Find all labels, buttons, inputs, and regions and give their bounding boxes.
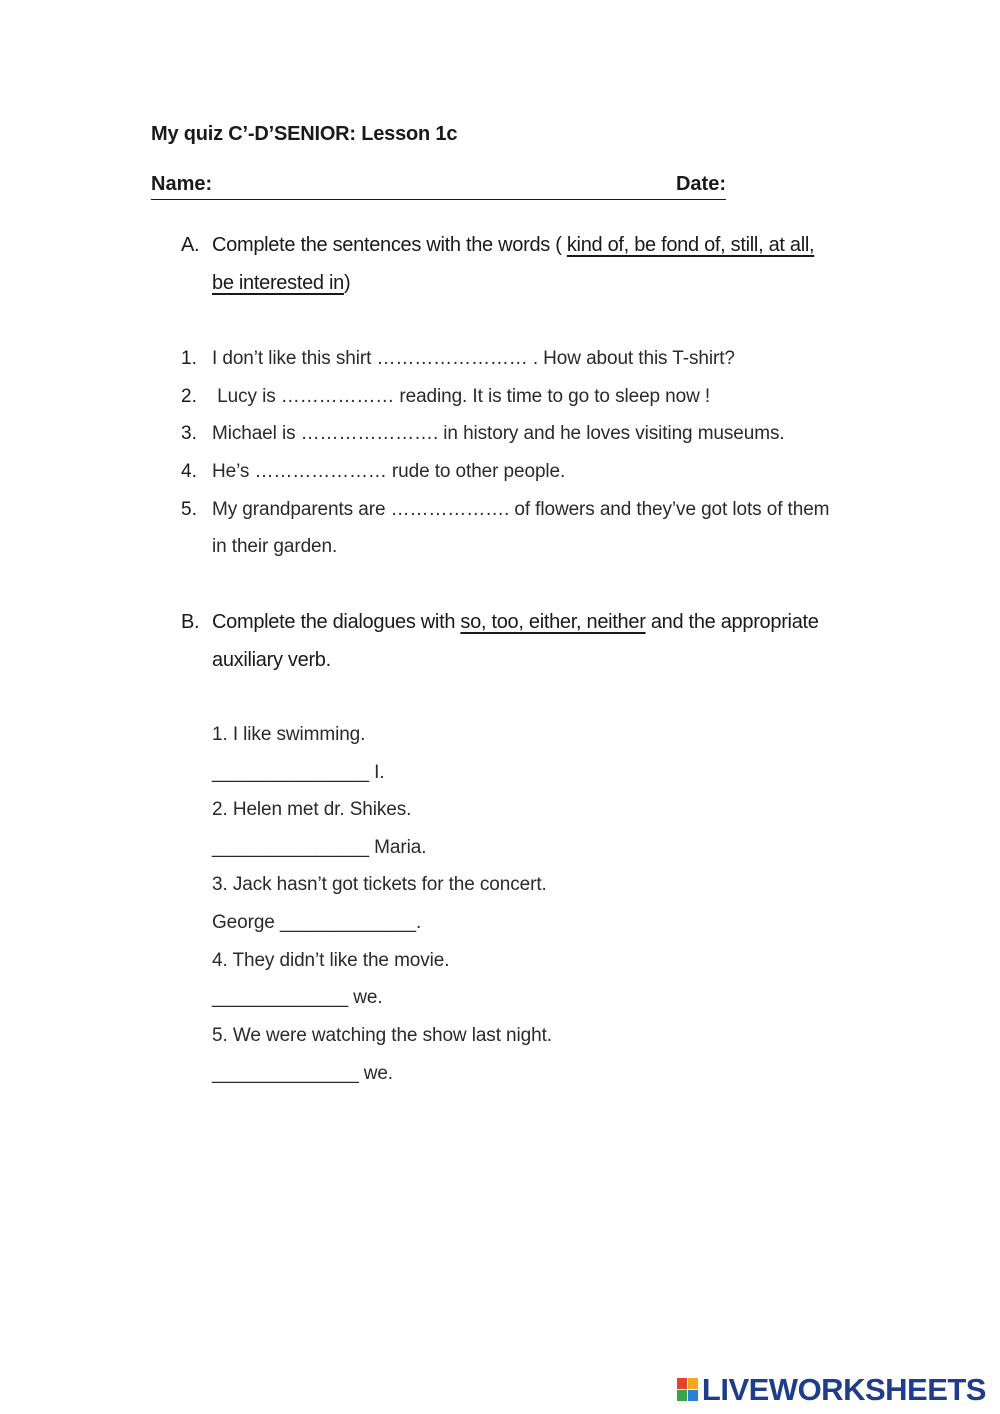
section-b-instruction (212, 611, 819, 634)
section-b-instruction-prefix: Complete the dialogues with (212, 611, 461, 633)
section-a-item-number: 3. (181, 423, 197, 444)
section-a-instruction-prefix: Complete the sentences with the words ( (212, 234, 567, 256)
section-a-words-line2: be interested in (212, 272, 344, 294)
section-a-item-text: Lucy is ……………… reading. It is time to go to sleep now ! (212, 386, 711, 407)
dialogue-prompt: 2. Helen met dr. Shikes. (212, 799, 412, 820)
date-label: Date: (675, 173, 726, 195)
section-a-words-line1: kind of, be fond of, still, at all, (566, 234, 815, 256)
section-a-item-number: 2. (181, 386, 197, 407)
section-a-item-text: Michael is …………………. in history and he loves visiting museums. (212, 423, 785, 444)
section-b-letter: B. (181, 611, 200, 633)
liveworksheets-logo-text: LIVEWORKSHEETS (701, 1372, 986, 1407)
page-title: My quiz C’-D’SENIOR: Lesson 1c (151, 123, 458, 145)
section-a-instruction-suffix: ) (343, 272, 351, 294)
section-a-instruction (212, 234, 814, 257)
dialogue-prompt: 1. I like swimming. (212, 724, 366, 745)
name-label: Name: (151, 173, 213, 195)
dialogue-prompt: 3. Jack hasn’t got tickets for the concert. (212, 874, 547, 895)
section-a-item-text-continued: in their garden. (212, 536, 338, 557)
section-a-item-number: 1. (181, 348, 197, 369)
dialogue-answer-line: _____________ we. (212, 987, 383, 1008)
name-date-row (151, 173, 726, 200)
dialogue-answer-line: ______________ we. (212, 1063, 393, 1084)
dialogue-answer-line: _______________ Maria. (212, 837, 427, 858)
dialogue-prompt: 5. We were watching the show last night. (212, 1025, 552, 1046)
section-a-item-text: I don’t like this shirt …………………… . How about this T-shirt? (212, 348, 735, 369)
section-b-instruction-suffix: and the appropriate (645, 611, 819, 633)
section-b-instruction-words: so, too, either, neither (460, 611, 646, 633)
section-a-item-text: He’s ………………… rude to other people. (212, 461, 566, 482)
section-a-instruction-line2 (212, 272, 350, 295)
section-a-item-number: 4. (181, 461, 197, 482)
dialogue-answer-line: George _____________. (212, 912, 422, 933)
section-b-instruction-line2: auxiliary verb. (212, 649, 331, 671)
liveworksheets-logo (677, 1373, 986, 1407)
section-a-item-text: My grandparents are ………………. of flowers and they’ve got lots of them (212, 499, 830, 520)
section-a-letter: A. (181, 234, 200, 256)
dialogue-answer-line: _______________ I. (212, 762, 385, 783)
liveworksheets-logo-icon (677, 1378, 699, 1402)
section-a-item-number: 5. (181, 499, 197, 520)
dialogue-prompt: 4. They didn’t like the movie. (212, 950, 450, 971)
